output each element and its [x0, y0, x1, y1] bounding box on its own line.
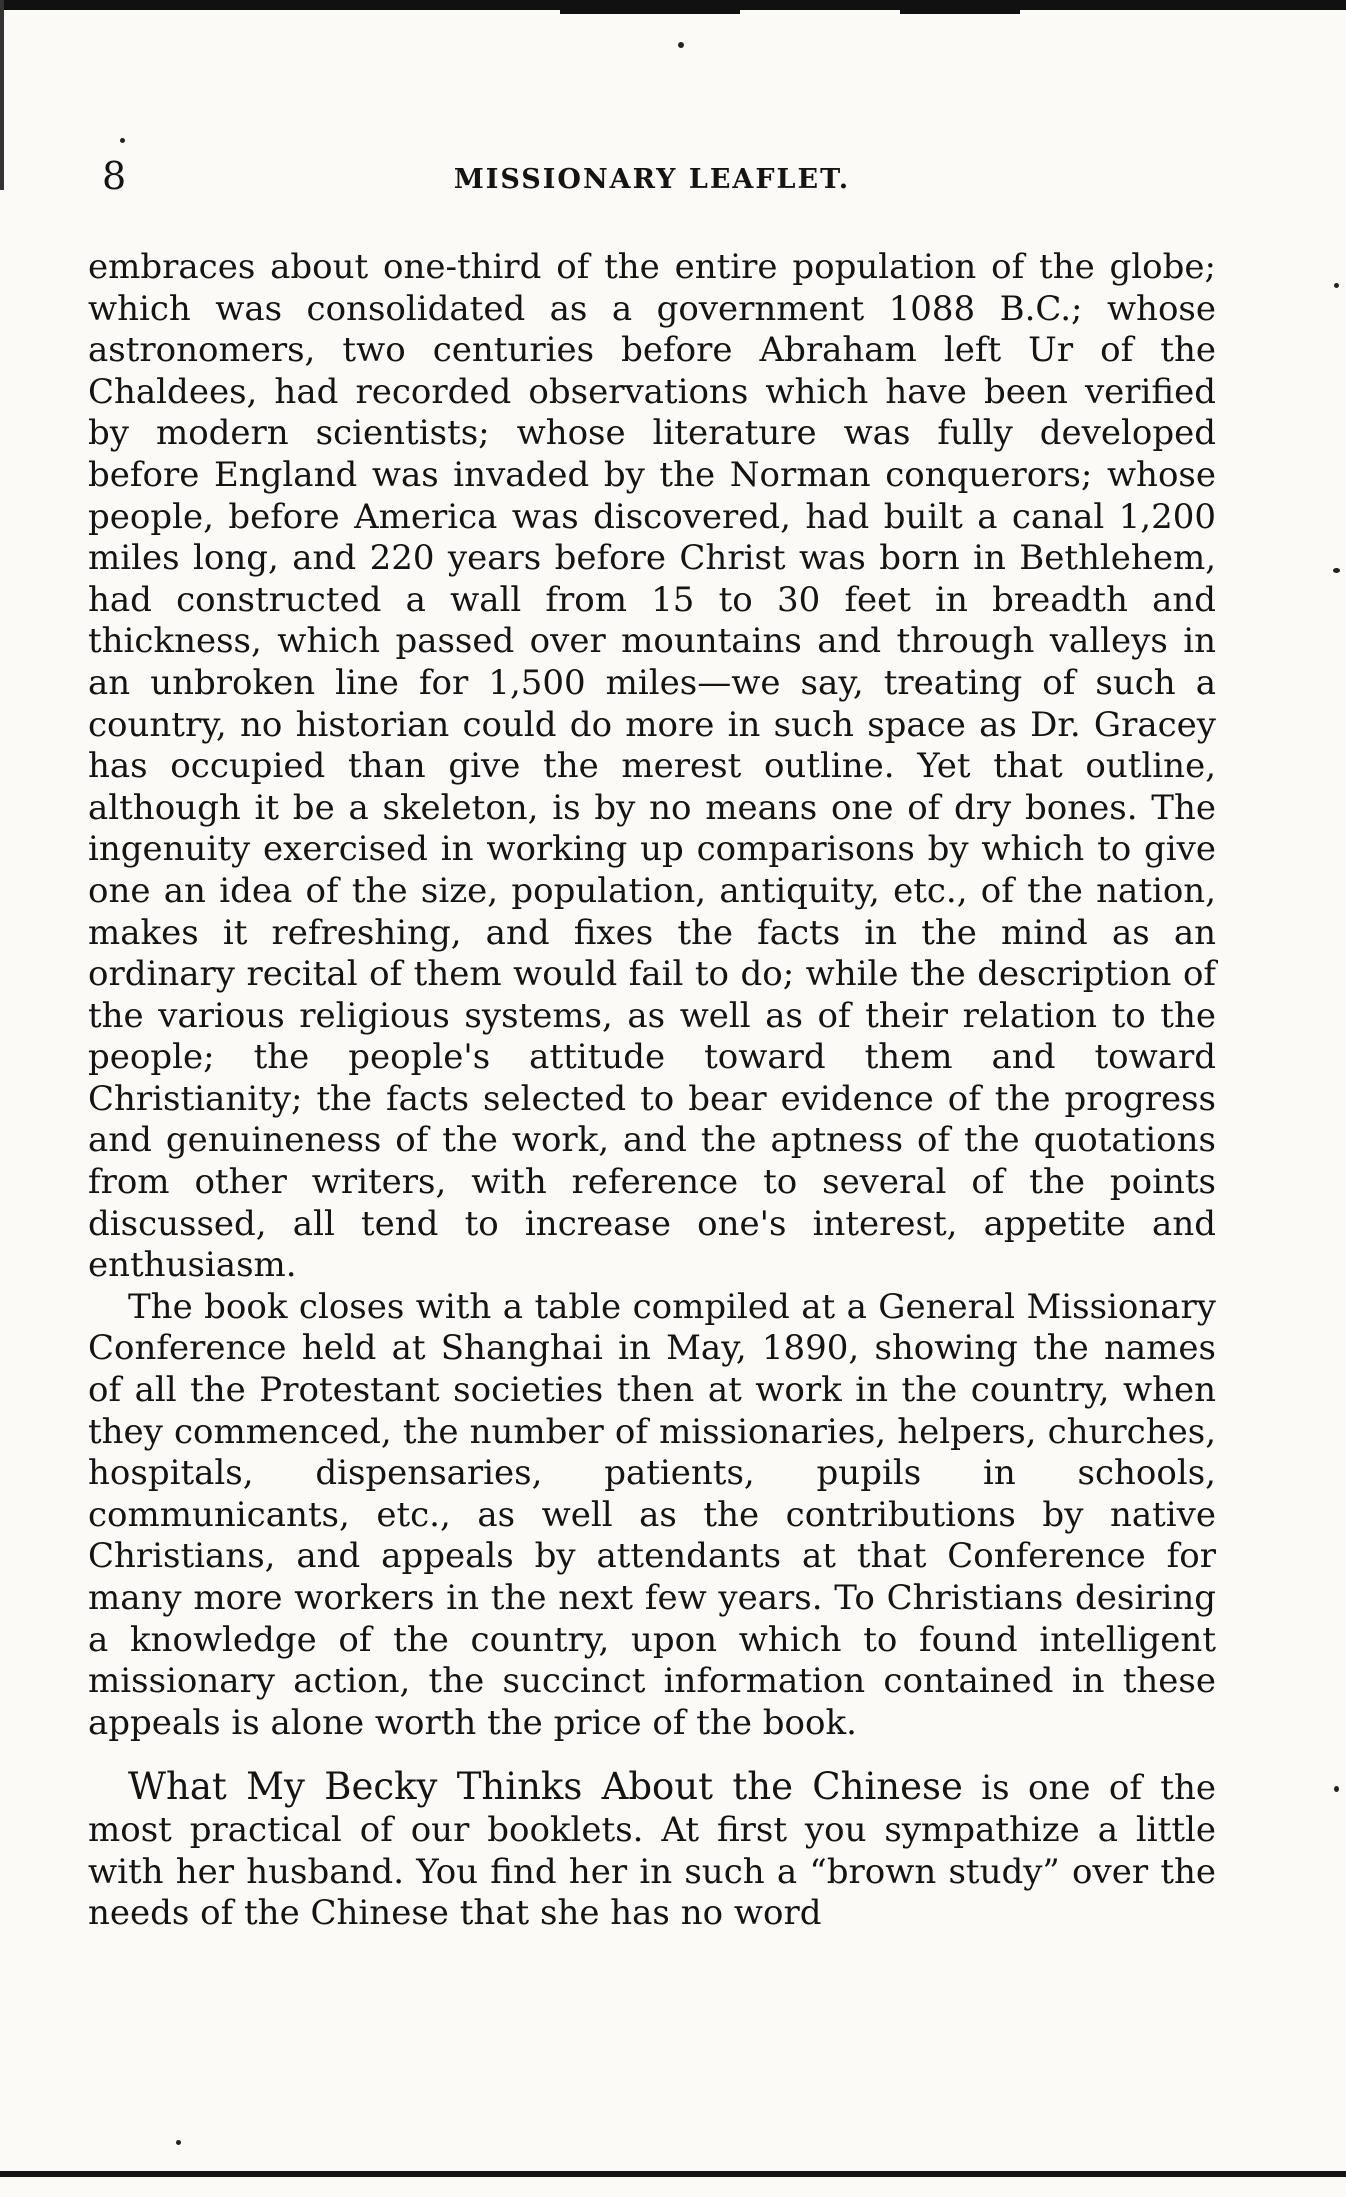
body-text	[88, 247, 1216, 1935]
scan-speck	[120, 138, 125, 143]
scan-speck	[1334, 283, 1339, 288]
scan-speck	[1334, 1786, 1339, 1792]
page-number: 8	[102, 154, 127, 198]
booklet-review-text: is one of the most practical of our booklets. At first you sympathize a little with her husband. You find her in such a “brown study” over the needs of the Chinese that she has no word	[88, 1768, 1216, 1934]
scan-edge-notch	[900, 8, 1020, 14]
running-head: MISSIONARY LEAFLET.	[453, 164, 851, 195]
scan-speck	[176, 2140, 181, 2145]
paragraph-booklet-review	[88, 1766, 1216, 1934]
paragraph-book-table: The book closes with a table compiled at a General Missionary Conference held at Shanghai in May, 1890, showing the names of all the Protestant societies then at work in the country, when they commenced, the number of missionaries, helpers, churches, hospitals, dispensaries, patients, pupils in schools, communicants, etc., as well as the contributions by native Christians, and appeals by attendants at that Conference for many more workers in the next few years. To Christians desiring a knowledge of the country, upon which to found intelligent missionary action, the succinct information contained in these appeals is alone worth the price of the book.	[88, 1286, 1216, 1743]
scan-edge-bottom	[0, 2171, 1346, 2197]
scan-speck	[1333, 568, 1340, 573]
scan-speck	[678, 42, 684, 48]
page-header	[88, 152, 1216, 208]
scan-edge-notch	[560, 8, 740, 14]
booklet-title: What My Becky Thinks About the Chinese	[128, 1765, 963, 1809]
paragraph-continuation: embraces about one-third of the entire population of the globe; which was consolidated as a government 1088 B.C.; whose astronomers, two centuries before Abraham left Ur of the Chaldees, had recorded observations which have been verified by modern scientists; whose literature was fully developed before England was invaded by the Norman conquerors; whose people, before America was discovered, had built a canal 1,200 miles long, and 220 years before Christ was born in Bethlehem, had constructed a wall from 15 to 30 feet in breadth and thickness, which passed over mountains and through valleys in an unbroken line for 1,500 miles—we say, treating of such a country, no historian could do more in such space as Dr. Gracey has occupied than give the merest outline. Yet that outline, although it be a skeleton, is by no means one of dry bones. The ingenuity exercised in working up comparisons by which to give one an idea of the size, population, antiquity, etc., of the nation, makes it refreshing, and fixes the facts in the mind as an ordinary recital of them would fail to do; while the description of the various religious systems, as well as of their relation to the people; the people's attitude toward them and toward Christianity; the facts selected to bear evidence of the progress and genuineness of the work, and the aptness of the quotations from other writers, with reference to several of the points discussed, all tend to increase one's interest, appetite and enthusiasm.	[88, 247, 1216, 1286]
scan-edge-left	[0, 0, 4, 190]
